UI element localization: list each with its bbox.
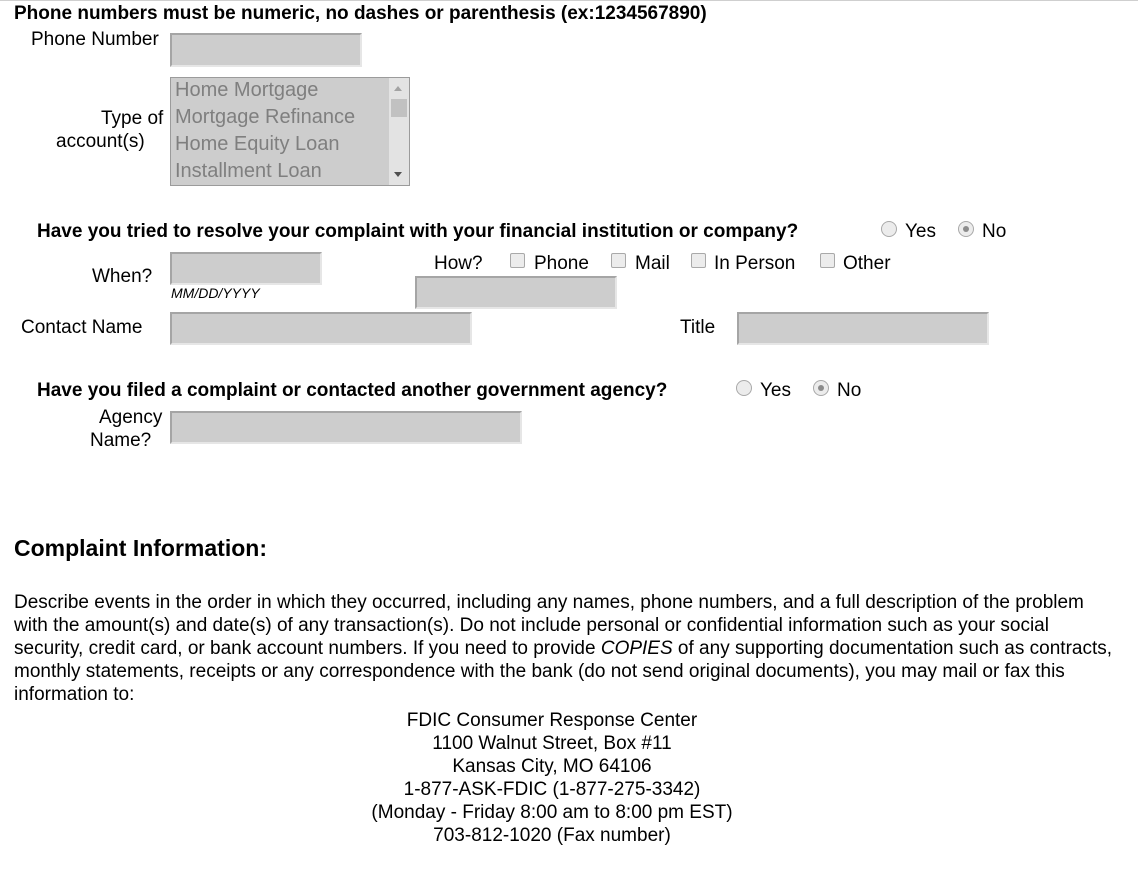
account-type-label-line2: account(s) bbox=[56, 131, 145, 152]
description-text-part1: Describe events in the order in which they occurred, including any names, phone numbers, and a full description of the problem with the amount(s) and date(s) of any transaction(s). Do not include personal or confidential information such as your social security, credit card, or bank account numbers. If you need to provide bbox=[14, 592, 1084, 659]
how-mail-label: Mail bbox=[635, 253, 670, 274]
agency-yes-radio[interactable] bbox=[736, 380, 752, 396]
agency-no-radio[interactable] bbox=[813, 380, 829, 396]
title-input[interactable] bbox=[737, 312, 989, 345]
scroll-up-arrow-icon[interactable] bbox=[394, 86, 402, 91]
description-text-part2: of any supporting documentation such as contracts, monthly statements, receipts or any correspondence with the bank (do not send original documents), you may mail or fax this information to: bbox=[14, 638, 1113, 705]
how-phone-label: Phone bbox=[534, 253, 589, 274]
account-type-option[interactable]: Installment Loan bbox=[175, 160, 322, 182]
contact-name-input[interactable] bbox=[170, 312, 472, 345]
agency-no-label: No bbox=[837, 380, 862, 401]
how-other-input[interactable] bbox=[415, 276, 617, 309]
hours-line: (Monday - Friday 8:00 am to 8:00 pm EST) bbox=[371, 802, 733, 823]
address-line: Kansas City, MO 64106 bbox=[452, 756, 652, 777]
mailing-address-block bbox=[352, 709, 752, 847]
description-emphasis: COPIES bbox=[600, 638, 673, 659]
how-phone-checkbox[interactable] bbox=[510, 253, 525, 268]
address-line: 1100 Walnut Street, Box #11 bbox=[432, 733, 672, 754]
how-in-person-checkbox[interactable] bbox=[691, 253, 706, 268]
resolve-no-radio[interactable] bbox=[958, 221, 974, 237]
contact-name-label: Contact Name bbox=[21, 317, 143, 338]
how-mail-checkbox[interactable] bbox=[611, 253, 626, 268]
top-divider bbox=[0, 0, 1138, 1]
fax-line: 703-812-1020 (Fax number) bbox=[433, 825, 671, 846]
complaint-description bbox=[14, 591, 1114, 706]
listbox-scrollbar[interactable] bbox=[389, 78, 409, 185]
resolve-yes-label: Yes bbox=[905, 221, 936, 242]
resolve-question: Have you tried to resolve your complaint with your financial institution or company? bbox=[37, 221, 799, 242]
address-line: FDIC Consumer Response Center bbox=[406, 710, 698, 731]
how-label: How? bbox=[434, 253, 483, 274]
when-label: When? bbox=[92, 266, 153, 287]
how-other-label: Other bbox=[843, 253, 891, 274]
agency-question: Have you filed a complaint or contacted another government agency? bbox=[37, 380, 668, 401]
when-date-input[interactable] bbox=[170, 252, 322, 285]
account-type-listbox[interactable] bbox=[170, 77, 410, 186]
account-type-option[interactable]: Home Equity Loan bbox=[175, 133, 340, 155]
account-type-label-line1: Type of bbox=[101, 108, 164, 129]
agency-yes-label: Yes bbox=[760, 380, 791, 401]
title-label: Title bbox=[680, 317, 716, 338]
date-format-hint: MM/DD/YYYY bbox=[171, 285, 260, 301]
phone-format-note: Phone numbers must be numeric, no dashes or parenthesis (ex:1234567890) bbox=[14, 3, 707, 24]
account-type-option[interactable]: Home Mortgage bbox=[175, 79, 319, 101]
scroll-down-arrow-icon[interactable] bbox=[394, 172, 402, 177]
agency-name-label-line2: Name? bbox=[90, 430, 152, 451]
phone-number-input[interactable] bbox=[170, 33, 362, 67]
account-type-option[interactable]: Mortgage Refinance bbox=[175, 106, 356, 128]
phone-line: 1-877-ASK-FDIC (1-877-275-3342) bbox=[403, 779, 701, 800]
phone-number-label: Phone Number bbox=[31, 29, 159, 50]
agency-name-input[interactable] bbox=[170, 411, 522, 444]
how-in-person-label: In Person bbox=[714, 253, 796, 274]
resolve-no-label: No bbox=[982, 221, 1007, 242]
agency-name-label-line1: Agency bbox=[99, 407, 163, 428]
resolve-yes-radio[interactable] bbox=[881, 221, 897, 237]
how-other-checkbox[interactable] bbox=[820, 253, 835, 268]
scrollbar-thumb[interactable] bbox=[391, 99, 407, 117]
complaint-info-heading: Complaint Information: bbox=[14, 535, 267, 561]
